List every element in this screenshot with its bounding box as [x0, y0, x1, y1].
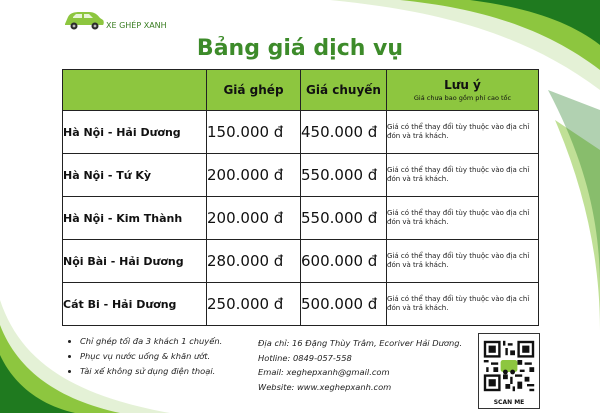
route-cell: Cát Bi - Hải Dương: [63, 283, 207, 326]
list-item: • Tài xế không sử dụng điện thoại.: [80, 364, 222, 379]
qr-code[interactable]: [478, 333, 540, 409]
table-row: [63, 154, 539, 197]
table-row: [63, 283, 539, 326]
route-cell: Hà Nội - Hải Dương: [63, 111, 207, 154]
page-title: Bảng giá dịch vụ: [196, 36, 404, 61]
private-price-cell: 550.000 đ: [301, 197, 387, 240]
table-row: [63, 197, 539, 240]
note-cell: Giá có thể thay đổi tùy thuộc vào địa chỉ đón và trả khách.: [387, 197, 539, 240]
shared-price-cell: 280.000 đ: [207, 240, 301, 283]
table-header-row: [63, 70, 539, 111]
private-price-cell: 500.000 đ: [301, 283, 387, 326]
route-cell: Nội Bài - Hải Dương: [63, 240, 207, 283]
table-row: [63, 111, 539, 154]
private-price-cell: 550.000 đ: [301, 154, 387, 197]
list-item: • Chỉ ghép tối đa 3 khách 1 chuyến.: [80, 334, 222, 349]
route-cell: Hà Nội - Tứ Kỳ: [63, 154, 207, 197]
note-cell: Giá có thể thay đổi tùy thuộc vào địa chỉ đón và trả khách.: [387, 283, 539, 326]
header-note-label: Lưu ý: [444, 78, 481, 92]
contact-info: [258, 336, 462, 394]
note-cell: Giá có thể thay đổi tùy thuộc vào địa chỉ đón và trả khách.: [387, 154, 539, 197]
header-shared-price: Giá ghép: [207, 70, 301, 111]
header-note: [387, 70, 539, 111]
shared-price-cell: 200.000 đ: [207, 197, 301, 240]
brand-logo: [62, 8, 167, 34]
header-route: [63, 70, 207, 111]
private-price-cell: 600.000 đ: [301, 240, 387, 283]
contact-hotline[interactable]: Hotline: 0849-057-558: [258, 352, 352, 363]
price-table: [62, 69, 539, 326]
contact-website[interactable]: Website: www.xeghepxanh.com: [258, 381, 392, 392]
private-price-cell: 450.000 đ: [301, 111, 387, 154]
note-cell: Giá có thể thay đổi tùy thuộc vào địa chỉ đón và trả khách.: [387, 240, 539, 283]
qr-pattern: [479, 336, 539, 396]
header-note-sub: Giá chưa bao gồm phí cao tốc: [413, 94, 512, 102]
header-private-price: Giá chuyến: [301, 70, 387, 111]
route-cell: Hà Nội - Kim Thành: [63, 197, 207, 240]
shared-price-cell: 150.000 đ: [207, 111, 301, 154]
note-cell: Giá có thể thay đổi tùy thuộc vào địa chỉ đón và trả khách.: [387, 111, 539, 154]
brand-name: XE GHÉP XANH: [106, 21, 167, 30]
table-row: [63, 240, 539, 283]
scan-me-label: SCAN ME: [493, 399, 525, 406]
shared-price-cell: 200.000 đ: [207, 154, 301, 197]
shared-price-cell: 250.000 đ: [207, 283, 301, 326]
car-icon: [62, 8, 106, 32]
contact-email[interactable]: Email: xeghepxanh@gmail.com: [258, 367, 390, 377]
contact-address: Địa chỉ: 16 Đặng Thùy Trâm, Ecoriver Hải Dương.: [258, 338, 463, 348]
features-list: [66, 334, 222, 379]
list-item: • Phục vụ nước uống & khăn ướt.: [80, 349, 222, 364]
